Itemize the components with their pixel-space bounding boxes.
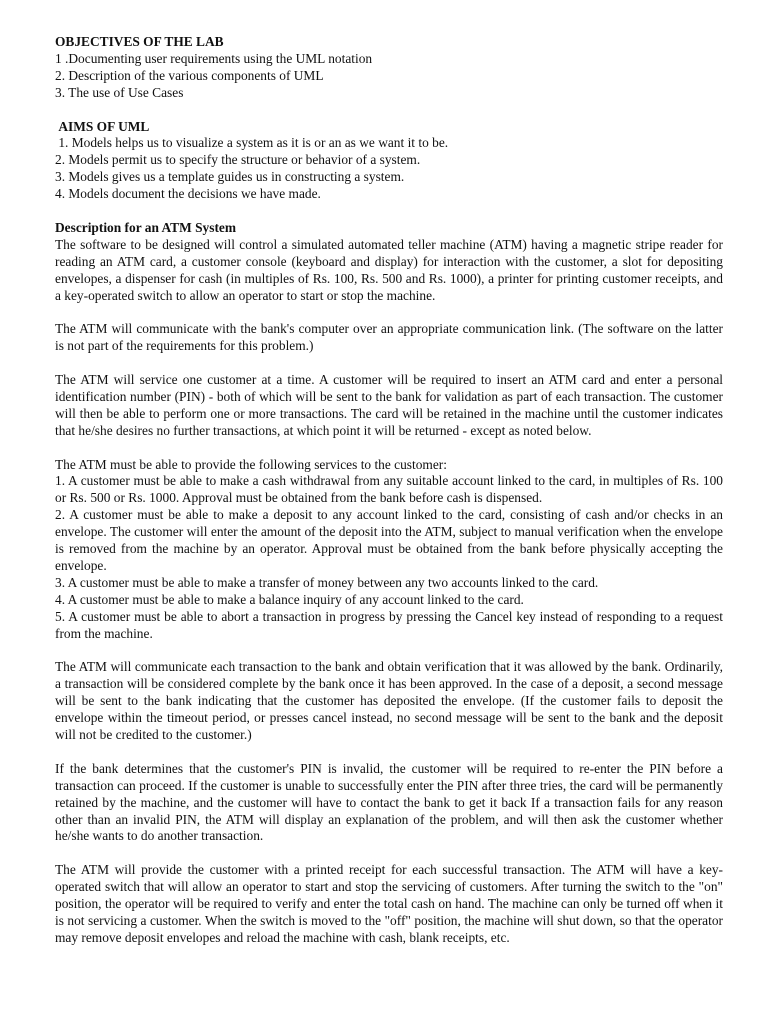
paragraph-transaction-verification: The ATM will communicate each transaction to the bank and obtain verification that it was allowed by the bank. Ordinarily, a transaction will be considered complete by the bank once it has been approved. In the case of a deposit, a second message will be sent to the bank indicating that the customer has deposited the envelope. (If the customer fails to deposit the envelope within the timeout period, or presses cancel instead, no second message will be sent to the bank and the deposit will not be credited to the customer.) (55, 659, 723, 743)
objective-item-3: 3. The use of Use Cases (55, 84, 184, 100)
objective-item-1: 1 .Documenting user requirements using the UML notation (55, 50, 373, 66)
paragraph-bank-communication: The ATM will communicate with the bank's computer over an appropriate communication link. (The software on the latter is not part of the requirements for this problem.) (55, 321, 723, 354)
service-item-withdrawal: 1. A customer must be able to make a cash withdrawal from any suitable account linked to the card, in multiples of Rs. 100 or Rs. 500 or Rs. 1000. Approval must be obtained from the bank before cash is dispensed. (55, 473, 723, 506)
paragraph-customer-service: The ATM will service one customer at a time. A customer will be required to insert an ATM card and enter a personal identification number (PIN) - both of which will be sent to the bank for validation as part of each transaction. The customer will then be able to perform one or more transactions. The card will be retained in the machine until the customer indicates that he/she desires no further transactions, at which point it will be returned - except as noted below. (55, 372, 723, 438)
document-page (55, 34, 723, 947)
services-intro: The ATM must be able to provide the following services to the customer: (55, 456, 447, 472)
spacer (55, 845, 723, 862)
service-item-transfer: 3. A customer must be able to make a transfer of money between any two accounts linked to the card. (55, 574, 599, 590)
service-item-deposit: 2. A customer must be able to make a deposit to any account linked to the card, consisting of cash and/or checks in an envelope. The customer will enter the amount of the deposit into the ATM, subject to manual verification when the envelope is removed from the machine by an operator. Approval must be obtained from the bank before physically accepting the envelope. (55, 507, 723, 574)
description-heading: Description for an ATM System (55, 219, 237, 235)
spacer (55, 304, 723, 321)
aims-heading: AIMS OF UML (55, 118, 150, 134)
aim-item-2: 2. Models permit us to specify the structure or behavior of a system. (55, 152, 421, 168)
objective-item-2: 2. Description of the various components of UML (55, 67, 324, 83)
spacer (55, 355, 723, 372)
spacer (55, 744, 723, 761)
paragraph-invalid-pin: If the bank determines that the customer's PIN is invalid, the customer will be required to re-enter the PIN before a transaction can proceed. If the customer is unable to successfully enter the PIN after three tries, the card will be permanently retained by the machine, and the customer will have to contact the bank to get it back If a transaction fails for any reason other than an invalid PIN, the ATM will display an explanation of the problem, and will then ask the customer whether he/she wants to do another transaction. (55, 760, 723, 844)
spacer (55, 440, 723, 457)
spacer (55, 102, 723, 119)
objectives-heading: OBJECTIVES OF THE LAB (55, 34, 224, 49)
service-item-abort: 5. A customer must be able to abort a transaction in progress by pressing the Cancel key instead of responding to a request from the machine. (55, 608, 723, 641)
aim-item-3: 3. Models gives us a template guides us in constructing a system. (55, 169, 405, 185)
aim-item-4: 4. Models document the decisions we have made. (55, 186, 321, 202)
aim-item-1: 1. Models helps us to visualize a system as it is or an as we want it to be. (55, 135, 449, 151)
paragraph-receipt-and-switch: The ATM will provide the customer with a printed receipt for each successful transaction. The ATM will have a key-operated switch that will allow an operator to start and stop the servicing of customers. After turning the switch to the "on" position, the operator will be required to verify and enter the total cash on hand. The machine can only be turned off when it is not servicing a customer. When the switch is moved to the "off" position, the machine will shut down, so that the operator may remove deposit envelopes and reload the machine with cash, blank receipts, etc. (55, 862, 723, 945)
spacer (55, 203, 723, 220)
spacer (55, 643, 723, 660)
paragraph-system-overview: The software to be designed will control a simulated automated teller machine (ATM) having a magnetic stripe reader for reading an ATM card, a customer console (keyboard and display) for interaction with the customer, a slot for depositing envelopes, a dispenser for cash (in multiples of Rs. 100, Rs. 500 and Rs. 1000), a printer for printing customer receipts, and a key-operated switch to allow an operator to start or stop the machine. (55, 236, 723, 303)
service-item-balance-inquiry: 4. A customer must be able to make a balance inquiry of any account linked to the card. (55, 591, 524, 607)
